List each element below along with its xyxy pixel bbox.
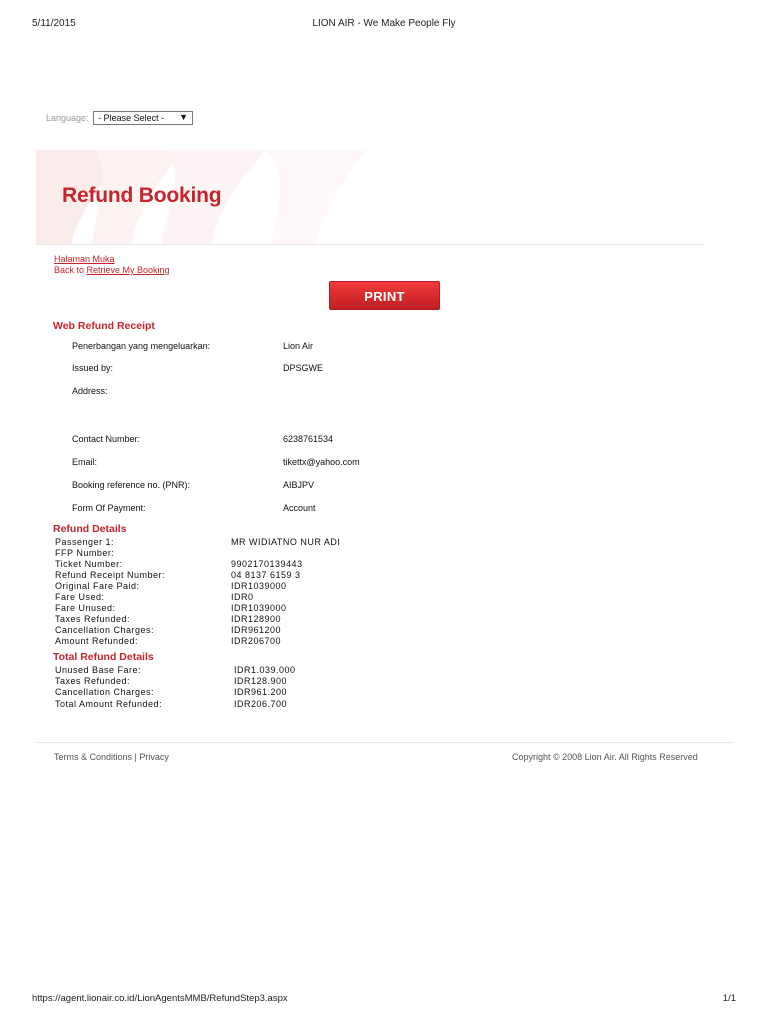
home-link[interactable]: Halaman Muka (54, 254, 115, 264)
total-value: IDR961.200 (234, 687, 288, 697)
receipt-label: Booking reference no. (PNR): (72, 480, 191, 490)
receipt-label: Address: (72, 386, 108, 396)
dropdown-arrow-icon: ▼ (179, 112, 189, 122)
detail-value: IDR0 (231, 592, 254, 602)
total-label: Total Amount Refunded: (55, 699, 163, 709)
total-value: IDR1.039.000 (234, 665, 296, 675)
detail-value: IDR1039000 (231, 603, 287, 613)
detail-label: Fare Unused: (55, 603, 116, 613)
total-value: IDR206.700 (234, 699, 288, 709)
detail-label: Ticket Number: (55, 559, 123, 569)
page-count: 1/1 (722, 993, 736, 1004)
print-date: 5/11/2015 (32, 18, 76, 29)
page-url: https://agent.lionair.co.id/LionAgentsMMB/RefundStep3.aspx (32, 993, 288, 1004)
terms-link[interactable]: Terms & Conditions (54, 752, 133, 762)
detail-value: IDR206700 (231, 636, 282, 646)
detail-label: Taxes Refunded: (55, 614, 131, 624)
detail-value: IDR128900 (231, 614, 282, 624)
receipt-label: Penerbangan yang mengeluarkan: (72, 341, 211, 351)
total-refund-title: Total Refund Details (53, 651, 154, 663)
footer-links (54, 752, 169, 762)
total-label: Cancellation Charges: (55, 687, 155, 697)
footer-separator: | (134, 752, 137, 762)
receipt-value: tikettx@yahoo.com (283, 457, 360, 467)
copyright-text: Copyright © 2008 Lion Air. All Rights Reserved (512, 752, 698, 762)
detail-value: IDR1039000 (231, 581, 287, 591)
language-label: Language: (46, 113, 89, 123)
receipt-label: Form Of Payment: (72, 503, 146, 513)
receipt-label: Email: (72, 457, 98, 467)
detail-value: 04 8137 6159 3 (231, 570, 301, 580)
refund-booking-banner (36, 150, 734, 245)
language-selector (46, 111, 193, 125)
back-to-prefix: Back to (54, 265, 85, 275)
receipt-section-title: Web Refund Receipt (53, 320, 155, 332)
total-label: Taxes Refunded: (55, 676, 131, 686)
receipt-value: Account (283, 503, 316, 513)
detail-label: Amount Refunded: (55, 636, 139, 646)
banner-divider (36, 244, 704, 245)
receipt-value: AIBJPV (283, 480, 315, 490)
receipt-value: Lion Air (283, 341, 314, 351)
detail-label: Cancellation Charges: (55, 625, 155, 635)
detail-value: MR WIDIATNO NUR ADI (231, 537, 341, 547)
detail-value: 9902170139443 (231, 559, 303, 569)
print-button[interactable]: PRINT (329, 281, 440, 310)
detail-label: Refund Receipt Number: (55, 570, 166, 580)
receipt-label: Issued by: (72, 363, 114, 373)
total-value: IDR128.900 (234, 676, 288, 686)
detail-label: Passenger 1: (55, 537, 115, 547)
footer-divider (36, 742, 734, 743)
receipt-value: 6238761534 (283, 434, 334, 444)
receipt-value: DPSGWE (283, 363, 324, 373)
print-page-title: LION AIR - We Make People Fly (312, 18, 456, 29)
nav-links (54, 254, 170, 276)
privacy-link[interactable]: Privacy (139, 752, 169, 762)
detail-label: FFP Number: (55, 548, 115, 558)
detail-label: Fare Used: (55, 592, 105, 602)
detail-label: Original Fare Paid: (55, 581, 140, 591)
retrieve-booking-link[interactable]: Retrieve My Booking (86, 265, 170, 275)
page-title: Refund Booking (62, 184, 222, 207)
language-selected-value: - Please Select - (98, 113, 165, 123)
refund-details-title: Refund Details (53, 523, 127, 535)
language-select[interactable] (93, 111, 193, 125)
detail-value: IDR961200 (231, 625, 282, 635)
total-label: Unused Base Fare: (55, 665, 142, 675)
receipt-label: Contact Number: (72, 434, 141, 444)
